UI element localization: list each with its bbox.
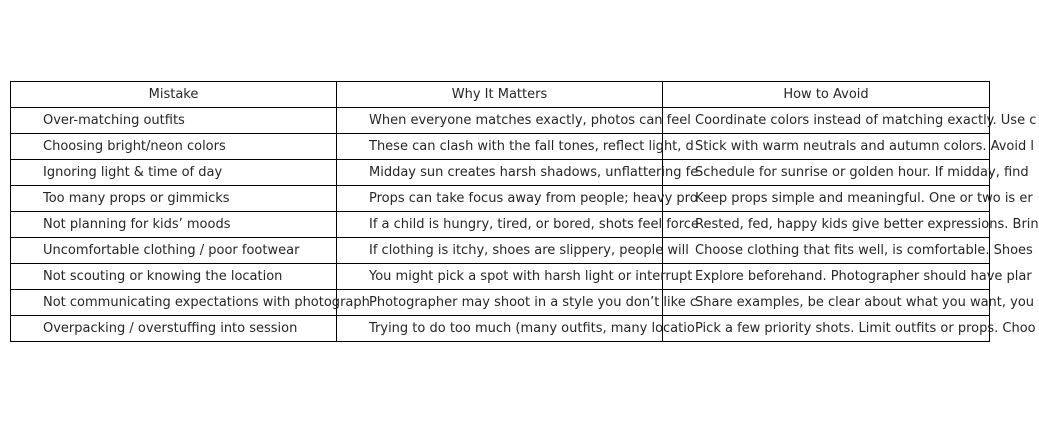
table-row (11, 264, 990, 290)
header-how-to-avoid: How to Avoid (663, 82, 990, 108)
cell-how-to-avoid: Choose clothing that fits well, is comfortable. Shoes (663, 238, 990, 264)
cell-why-it-matters: Photographer may shoot in a style you don’t like c (337, 290, 663, 316)
cell-how-to-avoid: Coordinate colors instead of matching exactly. Use c (663, 108, 990, 134)
cell-why-it-matters: These can clash with the fall tones, reflect light, d (337, 134, 663, 160)
table-row (11, 134, 990, 160)
cell-how-to-avoid: Stick with warm neutrals and autumn colors. Avoid l (663, 134, 990, 160)
table-row (11, 238, 990, 264)
cell-why-it-matters: When everyone matches exactly, photos can feel (337, 108, 663, 134)
header-mistake: Mistake (11, 82, 337, 108)
cell-how-to-avoid: Explore beforehand. Photographer should have plar (663, 264, 990, 290)
cell-mistake: Over-matching outfits (11, 108, 337, 134)
cell-how-to-avoid: Share examples, be clear about what you want, you (663, 290, 990, 316)
cell-how-to-avoid: Keep props simple and meaningful. One or two is er (663, 186, 990, 212)
cell-why-it-matters: Midday sun creates harsh shadows, unflattering fe (337, 160, 663, 186)
cell-mistake: Ignoring light & time of day (11, 160, 337, 186)
cell-why-it-matters: If a child is hungry, tired, or bored, shots feel force (337, 212, 663, 238)
cell-mistake: Not planning for kids’ moods (11, 212, 337, 238)
table-header-row (11, 82, 990, 108)
cell-mistake: Not communicating expectations with photograph (11, 290, 337, 316)
cell-why-it-matters: If clothing is itchy, shoes are slippery, people will (337, 238, 663, 264)
cell-why-it-matters: Props can take focus away from people; heavy pro (337, 186, 663, 212)
cell-mistake: Overpacking / overstuffing into session (11, 316, 337, 342)
table-row (11, 290, 990, 316)
cell-mistake: Not scouting or knowing the location (11, 264, 337, 290)
table-row (11, 160, 990, 186)
header-why-it-matters: Why It Matters (337, 82, 663, 108)
table-row (11, 186, 990, 212)
cell-mistake: Uncomfortable clothing / poor footwear (11, 238, 337, 264)
mistakes-table-container (10, 81, 1039, 342)
cell-why-it-matters: Trying to do too much (many outfits, many locatio (337, 316, 663, 342)
cell-why-it-matters: You might pick a spot with harsh light or interrupt (337, 264, 663, 290)
table-row (11, 316, 990, 342)
cell-how-to-avoid: Pick a few priority shots. Limit outfits or props. Choo (663, 316, 990, 342)
table-row (11, 108, 990, 134)
table-row (11, 212, 990, 238)
cell-how-to-avoid: Schedule for sunrise or golden hour. If midday, find (663, 160, 990, 186)
cell-mistake: Choosing bright/neon colors (11, 134, 337, 160)
cell-mistake: Too many props or gimmicks (11, 186, 337, 212)
mistakes-table (10, 81, 1039, 342)
cell-how-to-avoid: Rested, fed, happy kids give better expressions. Brin (663, 212, 990, 238)
